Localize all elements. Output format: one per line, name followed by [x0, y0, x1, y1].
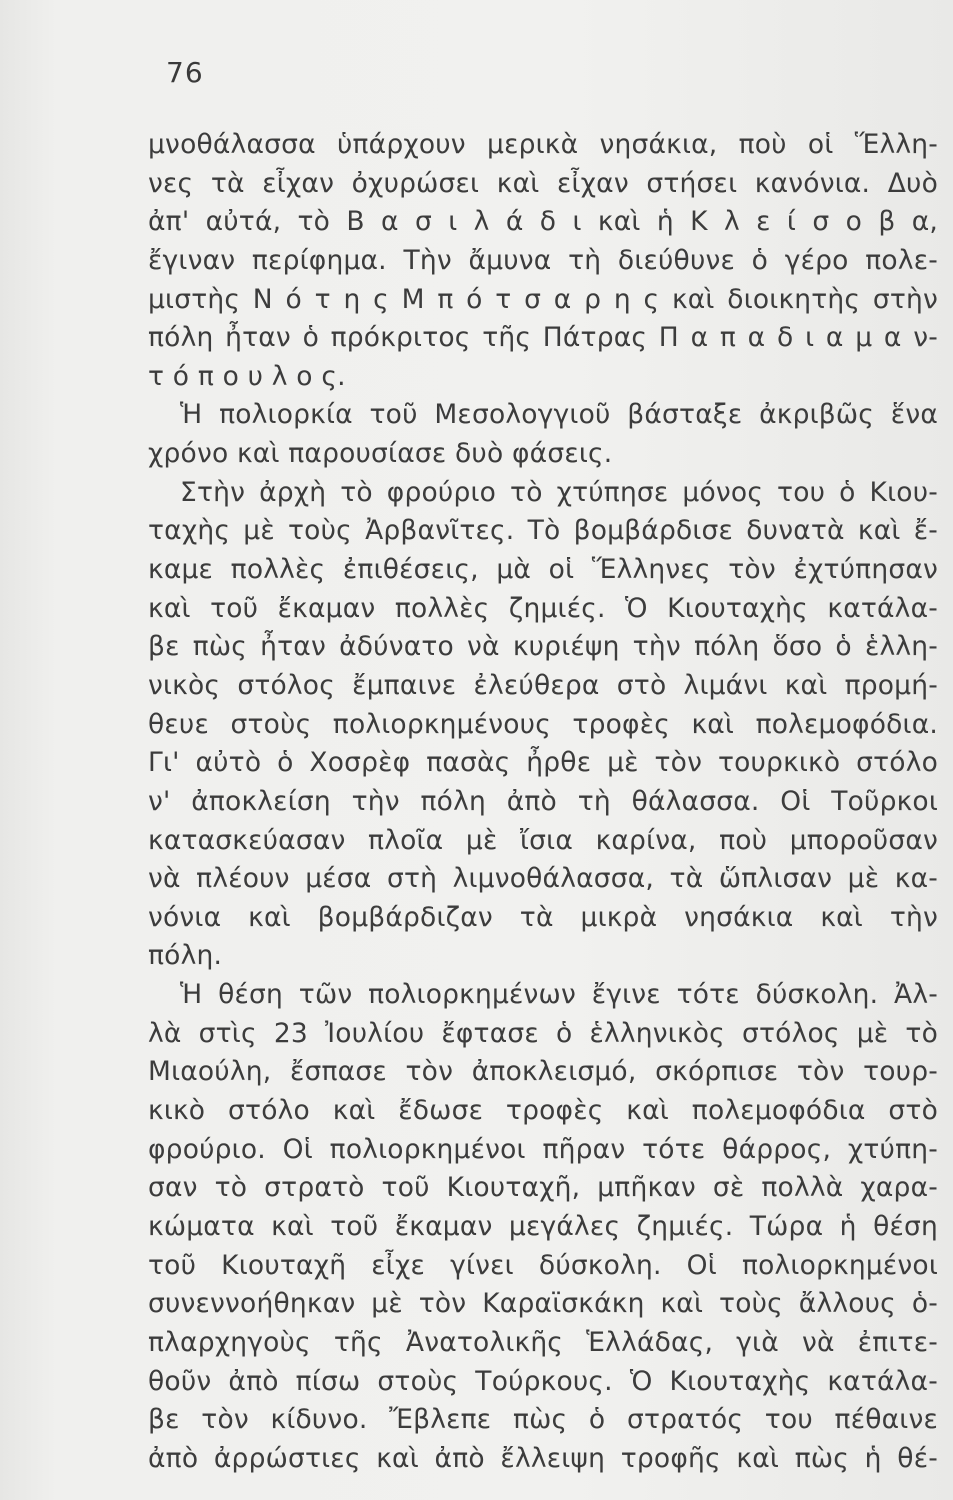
- text-line: πόλη ἦταν ὁ πρόκριτος τῆς Πάτρας Π α π α δ ι α μ α ν-: [148, 322, 938, 354]
- text-line: μιστὴς Ν ό τ η ς Μ π ό τ σ α ρ η ς καὶ διοικητὴς στὴν: [148, 283, 938, 315]
- text-line: Στὴν ἀρχὴ τὸ φρούριο τὸ χτύπησε μόνος του ὁ Κιου-: [180, 476, 938, 508]
- text-line: θοῦν ἀπὸ πίσω στοὺς Τούρκους. Ὁ Κιουταχὴς κατάλα-: [148, 1365, 938, 1397]
- text-line: νικὸς στόλος ἔμπαινε ἐλεύθερα στὸ λιμάνι καὶ προμή-: [148, 669, 938, 701]
- text-line: ἔγιναν περίφημα. Τὴν ἄμυνα τὴ διεύθυνε ὁ γέρο πολε-: [148, 244, 938, 276]
- text-line: Γι' αὐτὸ ὁ Χοσρὲφ πασὰς ἦρθε μὲ τὸν τουρκικὸ στόλο: [148, 747, 938, 779]
- text-line: νόνια καὶ βομβάρδιζαν τὰ μικρὰ νησάκια καὶ τὴν: [148, 901, 938, 933]
- text-line: ἀπ' αὐτά, τὸ Β α σ ι λ ά δ ι καὶ ἡ Κ λ ε ί σ ο β α,: [148, 206, 938, 238]
- text-line: θευε στοὺς πολιορκημένους τροφὲς καὶ πολεμοφόδια.: [148, 708, 938, 740]
- text-line: κώματα καὶ τοῦ ἔκαμαν μεγάλες ζημιές. Τώρα ἡ θέση: [148, 1210, 938, 1242]
- page-number: 76: [166, 56, 204, 89]
- text-line: ταχὴς μὲ τοὺς Ἀρβανῖτες. Τὸ βομβάρδισε δυνατὰ καὶ ἔ-: [148, 515, 938, 547]
- text-line: σαν τὸ στρατὸ τοῦ Κιουταχῆ, μπῆκαν σὲ πολλὰ χαρα-: [148, 1172, 938, 1204]
- text-line: Ἡ θέση τῶν πολιορκημένων ἔγινε τότε δύσκολη. Ἀλ-: [180, 979, 938, 1011]
- text-line: νὰ πλέουν μέσα στὴ λιμνοθάλασσα, τὰ ὥπλισαν μὲ κα-: [148, 863, 938, 895]
- text-line: βε πὼς ἦταν ἀδύνατο νὰ κυριέψη τὴν πόλη ὅσο ὁ ἑλλη-: [148, 631, 938, 663]
- text-line: Μιαούλη, ἔσπασε τὸν ἀποκλεισμό, σκόρπισε τὸν τουρ-: [148, 1056, 938, 1088]
- text-line: ἀπὸ ἀρρώστιες καὶ ἀπὸ ἔλλειψη τροφῆς καὶ πὼς ἡ θέ-: [148, 1442, 938, 1474]
- text-line: Ἡ πολιορκία τοῦ Μεσολογγιοῦ βάσταξε ἀκριβῶς ἕνα: [180, 399, 938, 431]
- text-line: τ ό π ο υ λ ο ς.: [148, 360, 346, 392]
- text-line: πόλη.: [148, 940, 223, 972]
- text-line: χρόνο καὶ παρουσίασε δυὸ φάσεις.: [148, 438, 613, 470]
- text-line: βε τὸν κίδυνο. Ἔβλεπε πὼς ὁ στρατός του πέθαινε: [148, 1404, 938, 1436]
- text-line: ν' ἀποκλείση τὴν πόλη ἀπὸ τὴ θάλασσα. Οἱ Τοῦρκοι: [148, 785, 938, 817]
- text-line: κατασκεύασαν πλοῖα μὲ ἴσια καρίνα, ποὺ μποροῦσαν: [148, 824, 938, 856]
- text-line: καὶ τοῦ ἔκαμαν πολλὲς ζημιές. Ὁ Κιουταχὴς κατάλα-: [148, 592, 938, 624]
- text-line: καμε πολλὲς ἐπιθέσεις, μὰ οἱ Ἕλληνες τὸν ἐχτύπησαν: [148, 554, 938, 586]
- body-text: [148, 126, 938, 1478]
- text-line: φρούριο. Οἱ πολιορκημένοι πῆραν τότε θάρρος, χτύπη-: [148, 1133, 938, 1165]
- text-line: νες τὰ εἶχαν ὀχυρώσει καὶ εἶχαν στήσει κανόνια. Δυὸ: [148, 167, 938, 199]
- text-line: μνοθάλασσα ὑπάρχουν μερικὰ νησάκια, ποὺ οἱ Ἕλλη-: [148, 129, 938, 160]
- text-line: πλαρχηγοὺς τῆς Ἀνατολικῆς Ἑλλάδας, γιὰ νὰ ἐπιτε-: [148, 1326, 938, 1358]
- text-line: τοῦ Κιουταχῆ εἶχε γίνει δύσκολη. Οἱ πολιορκημένοι: [148, 1249, 938, 1281]
- text-line: λὰ στὶς 23 Ἰουλίου ἔφτασε ὁ ἑλληνικὸς στόλος μὲ τὸ: [148, 1017, 938, 1049]
- text-line: συνεννοήθηκαν μὲ τὸν Καραϊσκάκη καὶ τοὺς ἄλλους ὁ-: [148, 1288, 938, 1320]
- text-line: κικὸ στόλο καὶ ἔδωσε τροφὲς καὶ πολεμοφόδια στὸ: [148, 1095, 938, 1127]
